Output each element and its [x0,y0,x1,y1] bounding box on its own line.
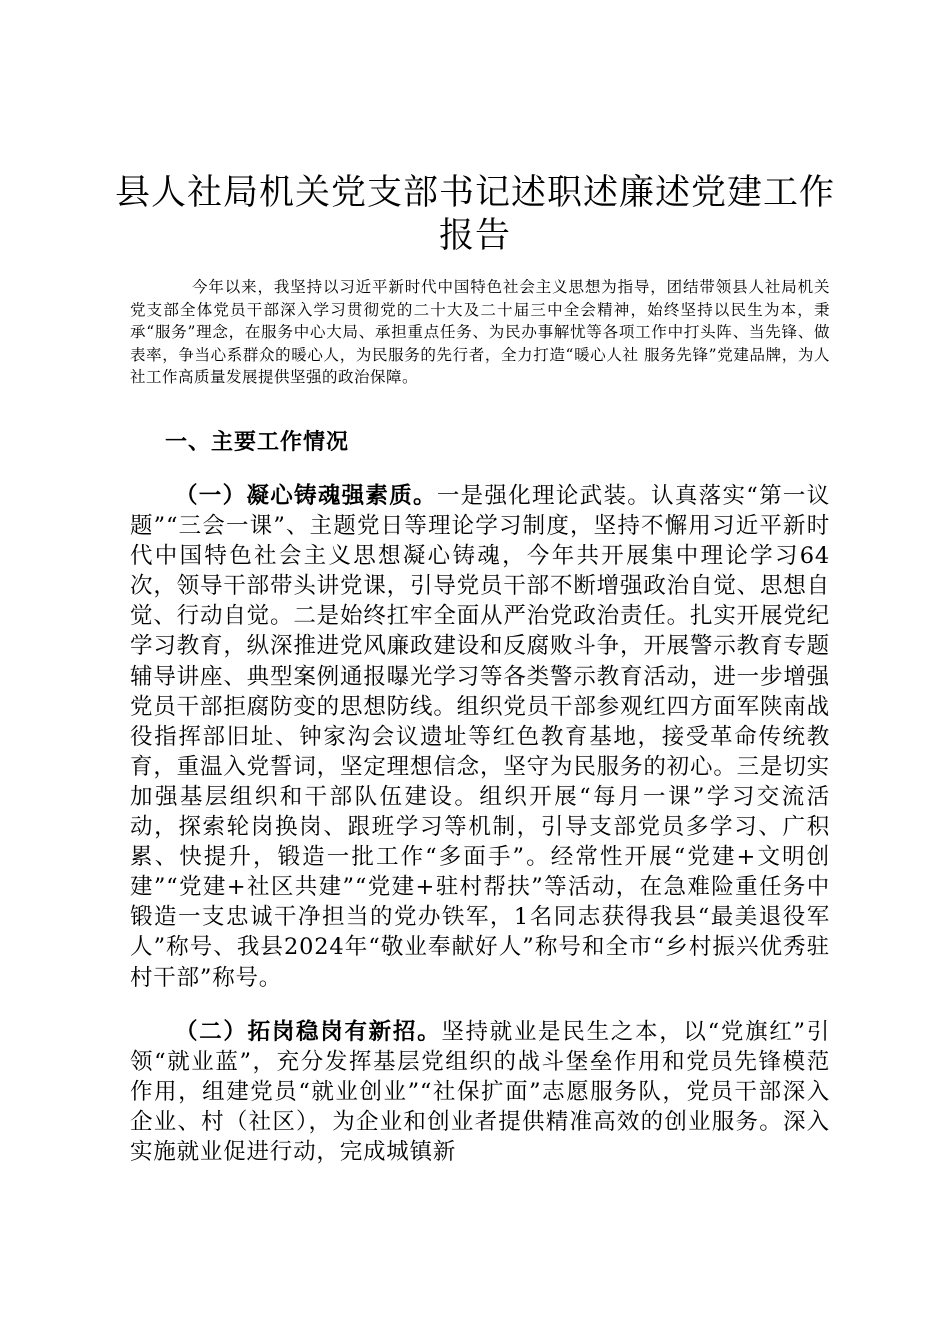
paragraph-2-lead: （二）拓岗稳岗有新招。 [175,1019,442,1045]
section-heading: 一、主要工作情况 [165,429,350,455]
paragraph-1-body: 一是强化理论武装。认真落实“第一议题”“三会一课”、主题党日等理论学习制度，坚持不懈用习近平新时代中国特色社会主义思想凝心铸魂，今年共开展集中理论学习64次，领导干部带头讲党课，引导党员干部不断增强政治自觉、思想自觉、行动自觉。二是始终扛牢全面从严治党政治责任。扎实开展党纪学习教育，纵深推进党风廉政建设和反腐败斗争，开展警示教育专题辅导讲座、典型案例通报曝光学习等各类警示教育活动，进一步增强党员干部拒腐防变的思想防线。组织党员干部参观红四方面军陕南战役指挥部旧址、钟家沟会议遗址等红色教育基地，接受革命传统教育，重温入党誓词，坚定理想信念，坚守为民服务的初心。三是切实加强基层组织和干部队伍建设。组织开展“每月一课”学习交流活动，探索轮岗换岗、跟班学习等机制，引导支部党员多学习、广积累、快提升，锻造一批工作“多面手”。经常性开展“党建+文明创建”“党建+社区共建”“党建+驻村帮扶”等活动，在急难险重任务中锻造一支忠诚干净担当的党办铁军，1名同志获得我县“最美退役军人”称号、我县2024年“敬业奉献好人”称号和全市“乡村振兴优秀驻村干部”称号。 [130,483,830,991]
document-title-line2: 报告 [438,216,511,256]
body-paragraph-2 [130,1017,830,1167]
paragraph-1-lead: （一）凝心铸魂强素质。 [175,483,437,509]
body-paragraph-1 [130,481,830,993]
document-title-line1: 县人社局机关党支部书记述职述廉述党建工作 [114,173,835,213]
paragraph-2-body: 坚持就业是民生之本，以“党旗红”引领“就业蓝”，充分发挥基层党组织的战斗堡垒作用和党员先锋模范作用，组建党员“就业创业”“社保扩面”志愿服务队，党员干部深入企业、村（社区），为企业和创业者提供精准高效的创业服务。深入实施就业促进行动，完成城镇新 [130,1019,830,1166]
intro-paragraph: 今年以来，我坚持以习近平新时代中国特色社会主义思想为指导，团结带领县人社局机关党支部全体党员干部深入学习贯彻党的二十大及二十届三中全会精神，始终坚持以民生为本，秉承“服务”理念，在服务中心大局、承担重点任务、为民办事解忧等各项工作中打头阵、当先锋、做表率，争当心系群众的暖心人，为民服务的先行者，全力打造“暖心人社 服务先锋”党建品牌，为人社工作高质量发展提供坚强的政治保障。 [130,278,830,387]
